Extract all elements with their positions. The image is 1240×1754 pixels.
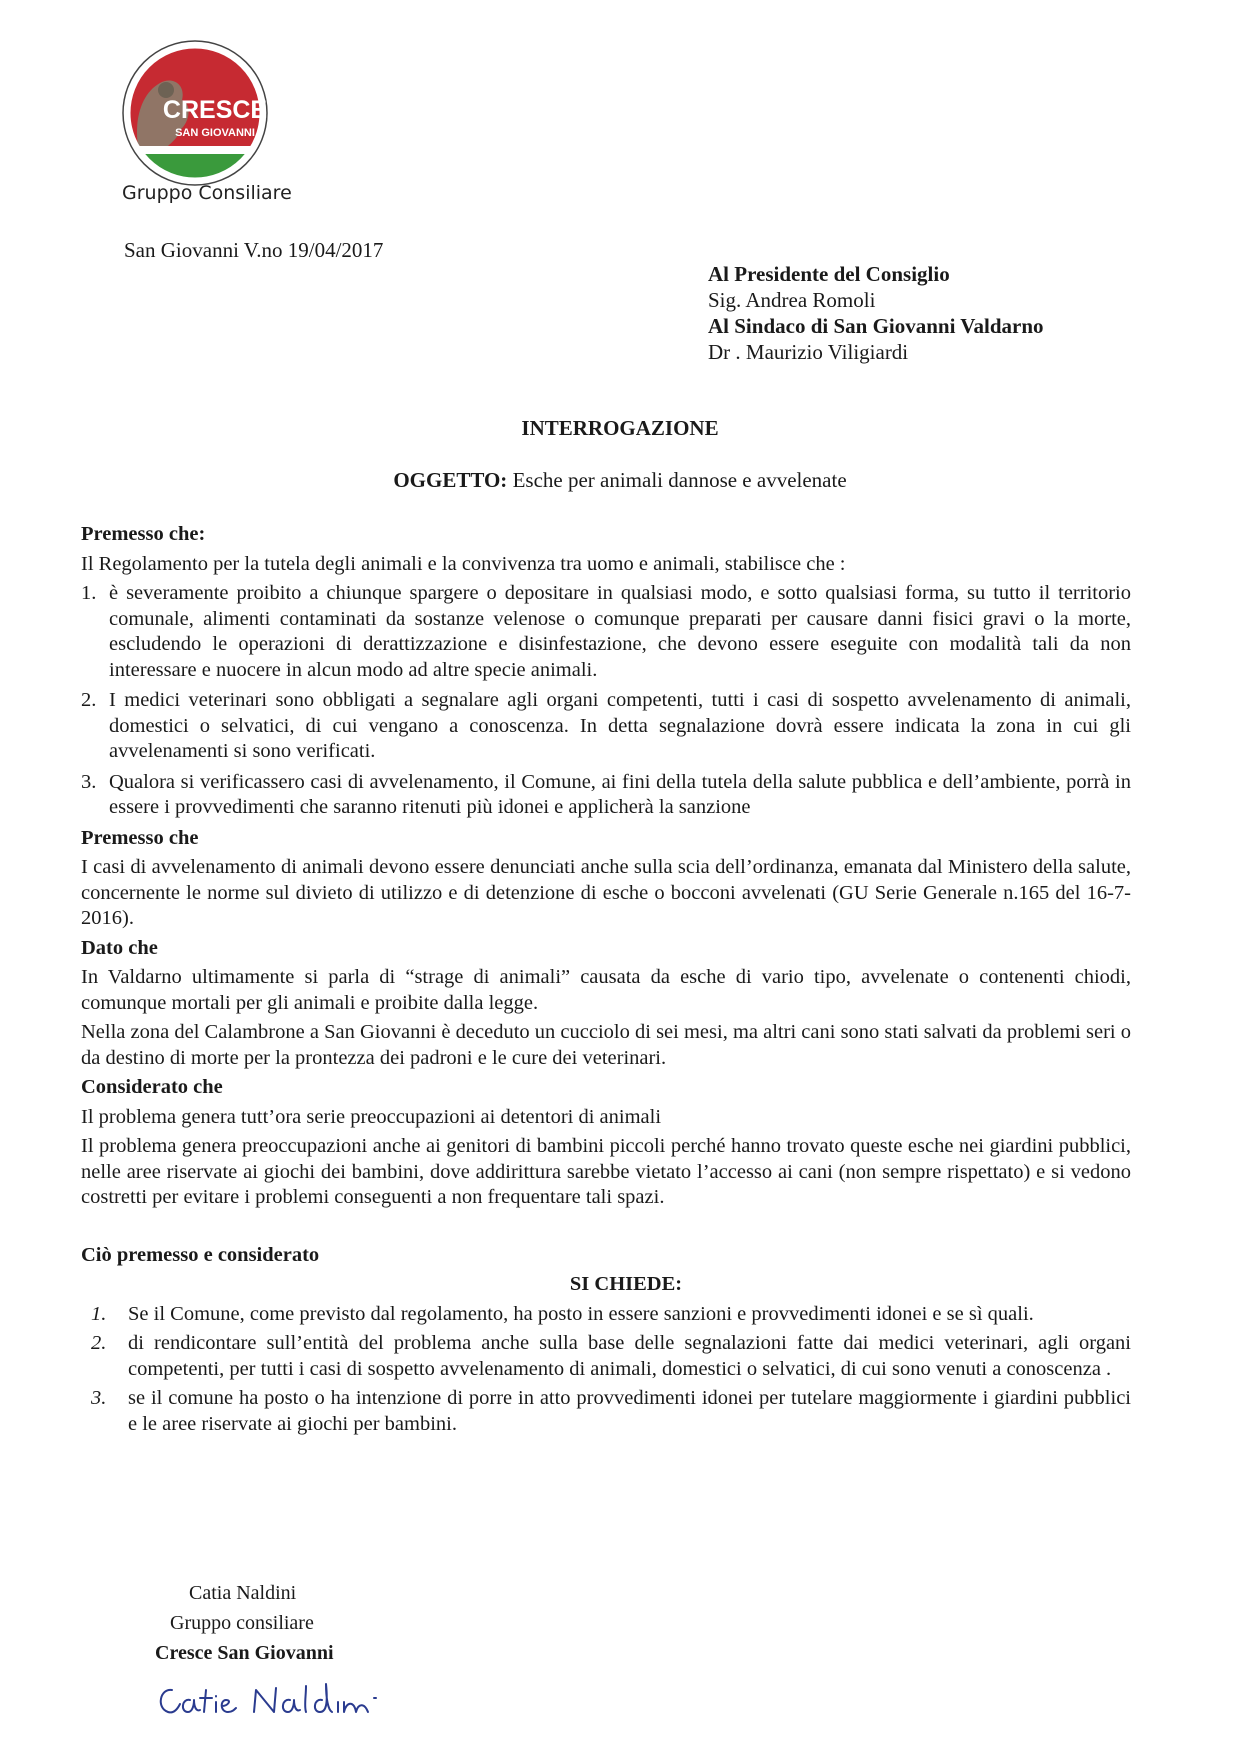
list-number: 1. [81, 582, 97, 604]
subject-line [0, 468, 1240, 493]
list-item [81, 581, 1131, 683]
regulation-list [81, 581, 1131, 821]
signer-name: Catia Naldini [189, 1582, 297, 1604]
recipient-line: Al Presidente del Consiglio [708, 262, 950, 286]
section-heading: Dato che [81, 936, 158, 959]
place-date: San Giovanni V.no 19/04/2017 [124, 238, 384, 262]
paragraph: Il Regolamento per la tutela degli animali e la convivenza tra uomo e animali, stabilisce che : [81, 552, 846, 575]
subject-text: Esche per animali dannose e avvelenate [507, 468, 847, 492]
list-text: Se il Comune, come previsto dal regolamento, ha posto in essere sanzioni e provvedimenti idonei e se sì quali. [128, 1302, 1034, 1325]
signer-role: Gruppo consiliare [170, 1612, 314, 1634]
signer-party: Cresce San Giovanni [155, 1642, 334, 1664]
list-text: se il comune ha posto o ha intenzione di porre in atto provvedimenti idonei per tutelare maggiormente i giardini pubblici e le aree riservate ai giochi per bambini. [128, 1387, 1131, 1435]
paragraph: Il problema genera preoccupazioni anche ai genitori di bambini piccoli perché hanno trovato queste esche nei giardini pubblici, nelle aree riservate ai giochi dei bambini, dove addirittura sarebbe vietato l’accesso ai cani (non sempre rispettato) e si vedono costretti per evitare i problemi conseguenti a non frequentare tali spazi. [81, 1135, 1131, 1208]
handwritten-signature [150, 1668, 410, 1728]
list-item [81, 1386, 1131, 1437]
list-text: Qualora si verificassero casi di avvelenamento, il Comune, ai fini della tutela della salute pubblica e dell’ambiente, porrà in essere i provvedimenti che saranno ritenuti più idonei e applicherà la sanzione [109, 770, 1131, 818]
section-heading: Premesso che [81, 826, 199, 849]
section-heading: Considerato che [81, 1076, 223, 1098]
section-heading: Premesso che: [81, 523, 206, 545]
section-heading: Ciò premesso e considerato [81, 1243, 320, 1266]
list-item [81, 1302, 1131, 1328]
recipients-block [708, 261, 1044, 365]
list-number: 3. [81, 770, 97, 793]
paragraph: Nella zona del Calambrone a San Giovanni è deceduto un cucciolo di sei mesi, ma altri cani sono stati salvati da problemi seri o da destino di morte per la prontezza dei padroni e le cure dei veterinari. [81, 1021, 1131, 1069]
request-list [81, 1302, 1131, 1438]
list-number: 2. [91, 1332, 107, 1354]
document-body [81, 522, 1131, 1441]
recipient-line: Al Sindaco di San Giovanni Valdarno [708, 314, 1044, 338]
list-text: è severamente proibito a chiunque spargere o depositare in qualsiasi modo, e sotto qualsiasi forma, su tutto il territorio comunale, alimenti contaminati da sostanze velenose o comunque preparati per causare danni fisici gravi o la morte, escludendo le operazioni di derattizzazione e disinfestazione, che devono essere eseguite con modalità tali da non interessare e nuocere in alcun modo ad altre specie animali. [109, 582, 1131, 681]
document-title: INTERROGAZIONE [521, 416, 719, 440]
list-item [81, 1331, 1131, 1382]
request-heading: SI CHIEDE: [569, 1273, 683, 1295]
list-number: 3. [91, 1387, 107, 1409]
list-item [81, 688, 1131, 765]
group-label: Gruppo Consiliare [122, 182, 292, 204]
recipient-line: Sig. Andrea Romoli [708, 288, 876, 312]
recipient-line: Dr . Maurizio Viligiardi [708, 340, 909, 364]
party-logo [120, 38, 270, 188]
paragraph: In Valdarno ultimamente si parla di “strage di animali” causata da esche di vario tipo, avvelenate o contenenti chiodi, comunque mortali per gli animali e proibite dalla legge. [81, 966, 1131, 1014]
list-text: I medici veterinari sono obbligati a segnalare agli organi competenti, tutti i casi di sospetto avvelenamento di animali, domestici o selvatici, di cui vengano a conoscenza. In detta segnalazione dovrà essere indicata la zona in cui gli avvelenamenti si sono verificati. [109, 689, 1131, 762]
list-number: 2. [81, 689, 97, 711]
paragraph: I casi di avvelenamento di animali devono essere denunciati anche sulla scia dell’ordinanza, emanata dal Ministero della salute, concernente le norme sul divieto di utilizzo e di detenzione di esche o bocconi avvelenati (GU Serie Generale n.165 del 16-7-2016). [81, 856, 1131, 929]
paragraph: Il problema genera tutt’ora serie preoccupazioni ai detentori di animali [81, 1105, 662, 1128]
list-number: 1. [91, 1302, 107, 1325]
subject-label: OGGETTO: [393, 468, 508, 492]
signature-block [150, 1578, 334, 1668]
logo-text-line2: SAN GIOVANNI [175, 127, 255, 139]
list-item [81, 770, 1131, 821]
list-text: di rendicontare sull’entità del problema anche sulla base delle segnalazioni fatte dai medici veterinari, agli organi competenti, per tutti i casi di sospetto avvelenamento di animali, domestici o selvatici, di cui sono venuti a conoscenza . [128, 1332, 1131, 1380]
logo-text-line1: CRESCE [162, 96, 268, 124]
